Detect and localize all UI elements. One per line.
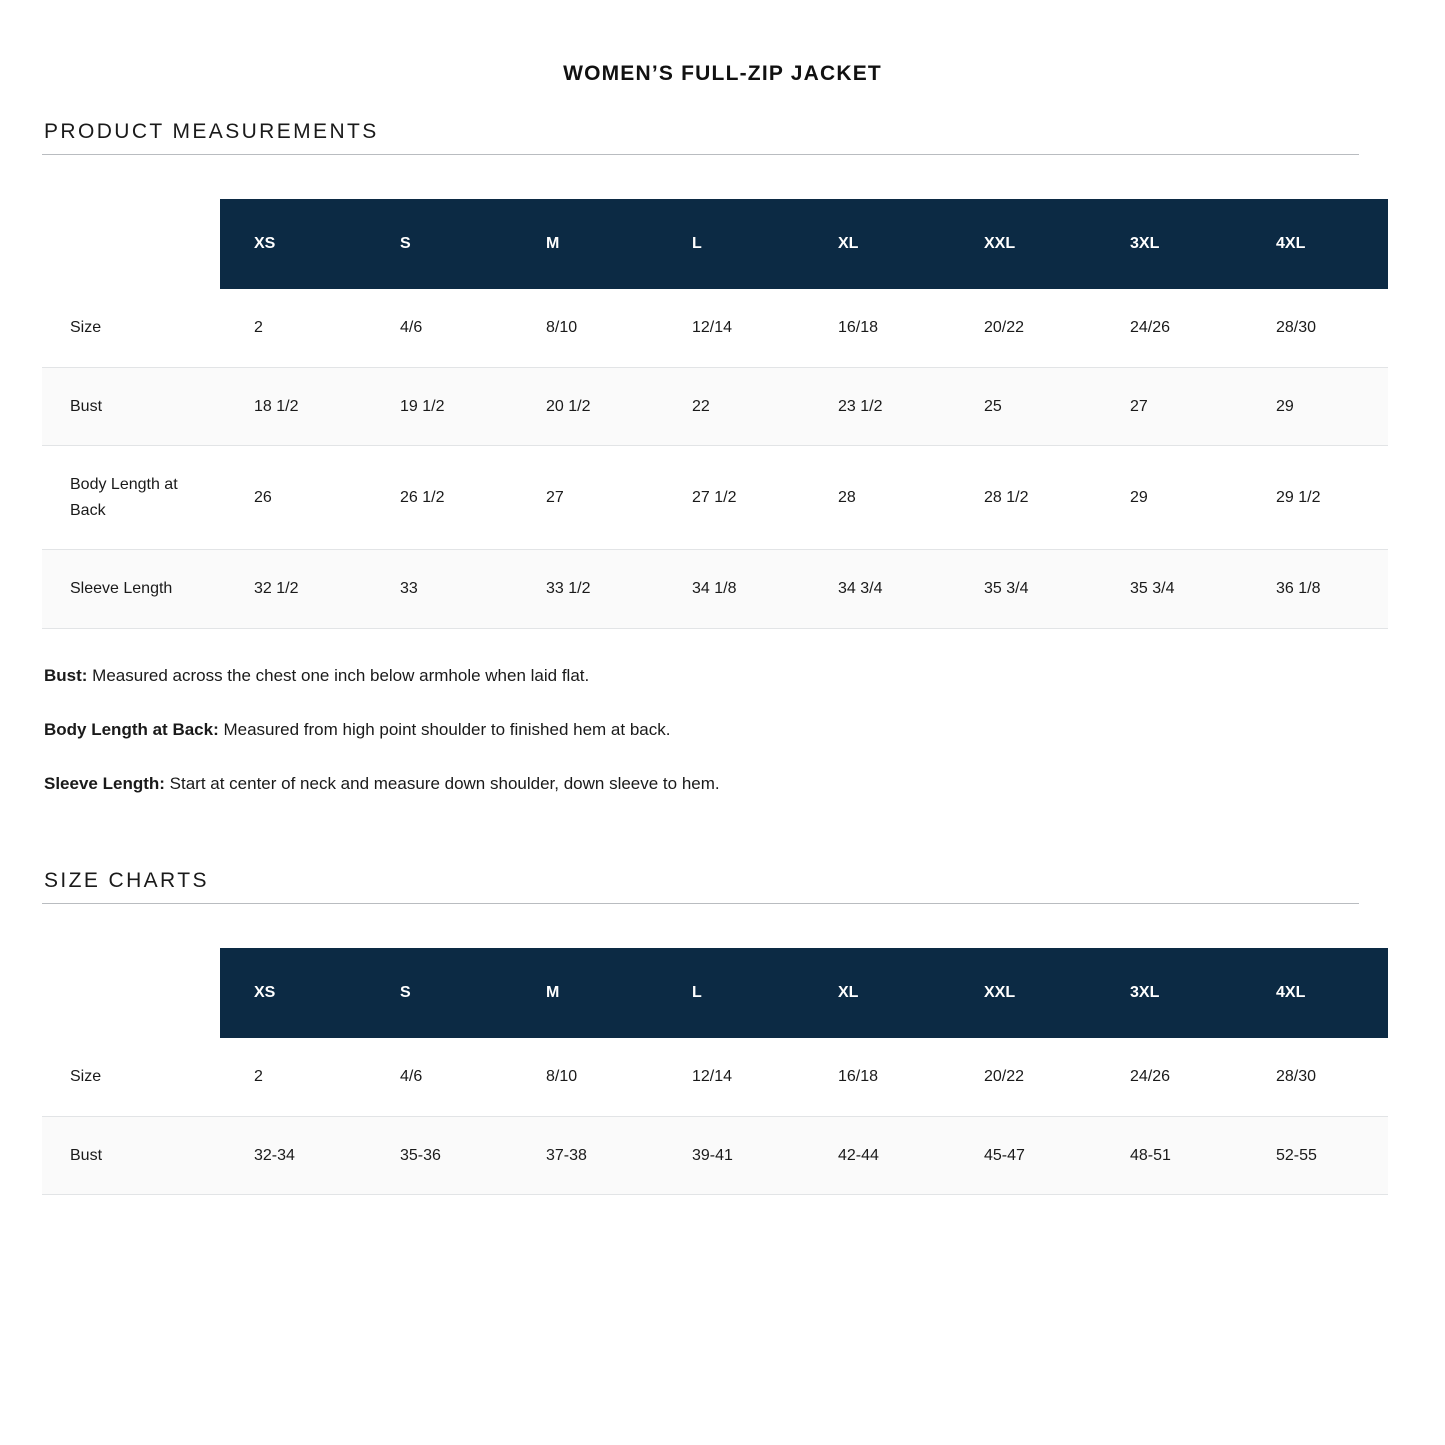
cell-size-4xl: 28/30 [1242, 1038, 1388, 1116]
cell-bust-xl: 23 1/2 [804, 367, 950, 446]
table-corner-cell [42, 199, 220, 289]
cell-size-s: 4/6 [366, 289, 512, 367]
table-row [42, 550, 1388, 629]
cell-bust-m: 37-38 [512, 1116, 658, 1195]
column-header-3xl: 3XL [1096, 948, 1242, 1038]
row-label-sleeve-length: Sleeve Length [42, 550, 220, 629]
cell-size-xs: 2 [220, 289, 366, 367]
measurement-notes [44, 665, 1403, 795]
column-header-xl: XL [804, 199, 950, 289]
cell-bust-xxl: 25 [950, 367, 1096, 446]
cell-bust-3xl: 48-51 [1096, 1116, 1242, 1195]
row-label-size: Size [42, 289, 220, 367]
table-header [42, 948, 1388, 1038]
cell-bust-m: 20 1/2 [512, 367, 658, 446]
table-body [42, 1038, 1388, 1195]
table-row [42, 289, 1388, 367]
cell-size-3xl: 24/26 [1096, 289, 1242, 367]
cell-size-3xl: 24/26 [1096, 1038, 1242, 1116]
section-heading-size-charts: SIZE CHARTS [44, 869, 209, 893]
row-label-bust: Bust [42, 1116, 220, 1195]
note-bust [44, 665, 1403, 687]
cell-body-length-3xl: 29 [1096, 446, 1242, 550]
cell-size-4xl: 28/30 [1242, 289, 1388, 367]
column-header-s: S [366, 199, 512, 289]
section-size-charts [42, 869, 1403, 1195]
cell-size-xl: 16/18 [804, 1038, 950, 1116]
note-sleeve-length [44, 773, 1403, 795]
column-header-xl: XL [804, 948, 950, 1038]
column-header-3xl: 3XL [1096, 199, 1242, 289]
cell-bust-l: 39-41 [658, 1116, 804, 1195]
note-term-body-length: Body Length at Back: [44, 720, 219, 740]
cell-bust-l: 22 [658, 367, 804, 446]
table-row [42, 1038, 1388, 1116]
note-text-body-length: Measured from high point shoulder to finished hem at back. [218, 720, 671, 740]
table-row [42, 1116, 1388, 1195]
cell-body-length-m: 27 [512, 446, 658, 550]
row-label-size: Size [42, 1038, 220, 1116]
section-divider [42, 154, 1359, 155]
section-heading-product-measurements: PRODUCT MEASUREMENTS [44, 120, 379, 143]
cell-bust-xl: 42-44 [804, 1116, 950, 1195]
column-header-xs: XS [220, 948, 366, 1038]
note-term-sleeve-length: Sleeve Length: [44, 774, 165, 794]
cell-sleeve-length-3xl: 35 3/4 [1096, 550, 1242, 629]
product-measurements-table [42, 199, 1388, 629]
column-header-xxl: XXL [950, 199, 1096, 289]
note-text-sleeve-length: Start at center of neck and measure down shoulder, down sleeve to hem. [164, 774, 720, 794]
cell-body-length-xl: 28 [804, 446, 950, 550]
cell-size-xl: 16/18 [804, 289, 950, 367]
column-header-l: L [658, 948, 804, 1038]
cell-body-length-xxl: 28 1/2 [950, 446, 1096, 550]
page-title: WOMEN’S FULL-ZIP JACKET [563, 62, 882, 85]
section-product-measurements [42, 120, 1403, 795]
cell-size-s: 4/6 [366, 1038, 512, 1116]
cell-bust-s: 35-36 [366, 1116, 512, 1195]
cell-bust-xs: 18 1/2 [220, 367, 366, 446]
table-header [42, 199, 1388, 289]
cell-bust-4xl: 29 [1242, 367, 1388, 446]
cell-bust-xs: 32-34 [220, 1116, 366, 1195]
note-text-bust: Measured across the chest one inch below armhole when laid flat. [87, 665, 590, 685]
row-label-body-length-at-back: Body Length at Back [42, 446, 220, 550]
cell-bust-s: 19 1/2 [366, 367, 512, 446]
cell-size-l: 12/14 [658, 289, 804, 367]
cell-bust-3xl: 27 [1096, 367, 1242, 446]
cell-bust-4xl: 52-55 [1242, 1116, 1388, 1195]
cell-size-xxl: 20/22 [950, 289, 1096, 367]
column-header-4xl: 4XL [1242, 199, 1388, 289]
row-label-bust: Bust [42, 367, 220, 446]
cell-body-length-l: 27 1/2 [658, 446, 804, 550]
cell-sleeve-length-xl: 34 3/4 [804, 550, 950, 629]
cell-size-xxl: 20/22 [950, 1038, 1096, 1116]
table-header-row [42, 948, 1388, 1038]
cell-bust-xxl: 45-47 [950, 1116, 1096, 1195]
table-row [42, 367, 1388, 446]
table-row [42, 446, 1388, 550]
table-corner-cell [42, 948, 220, 1038]
cell-sleeve-length-4xl: 36 1/8 [1242, 550, 1388, 629]
cell-body-length-xs: 26 [220, 446, 366, 550]
cell-sleeve-length-s: 33 [366, 550, 512, 629]
table-header-row [42, 199, 1388, 289]
cell-body-length-4xl: 29 1/2 [1242, 446, 1388, 550]
cell-size-m: 8/10 [512, 1038, 658, 1116]
column-header-m: M [512, 199, 658, 289]
cell-size-xs: 2 [220, 1038, 366, 1116]
cell-sleeve-length-m: 33 1/2 [512, 550, 658, 629]
size-charts-table [42, 948, 1388, 1195]
column-header-xxl: XXL [950, 948, 1096, 1038]
cell-size-l: 12/14 [658, 1038, 804, 1116]
cell-body-length-s: 26 1/2 [366, 446, 512, 550]
cell-sleeve-length-l: 34 1/8 [658, 550, 804, 629]
cell-size-m: 8/10 [512, 289, 658, 367]
cell-sleeve-length-xxl: 35 3/4 [950, 550, 1096, 629]
cell-sleeve-length-xs: 32 1/2 [220, 550, 366, 629]
column-header-xs: XS [220, 199, 366, 289]
table-body [42, 289, 1388, 628]
column-header-4xl: 4XL [1242, 948, 1388, 1038]
column-header-m: M [512, 948, 658, 1038]
note-body-length [44, 719, 1403, 741]
note-term-bust: Bust: [44, 665, 88, 685]
column-header-s: S [366, 948, 512, 1038]
section-divider [42, 903, 1359, 904]
column-header-l: L [658, 199, 804, 289]
